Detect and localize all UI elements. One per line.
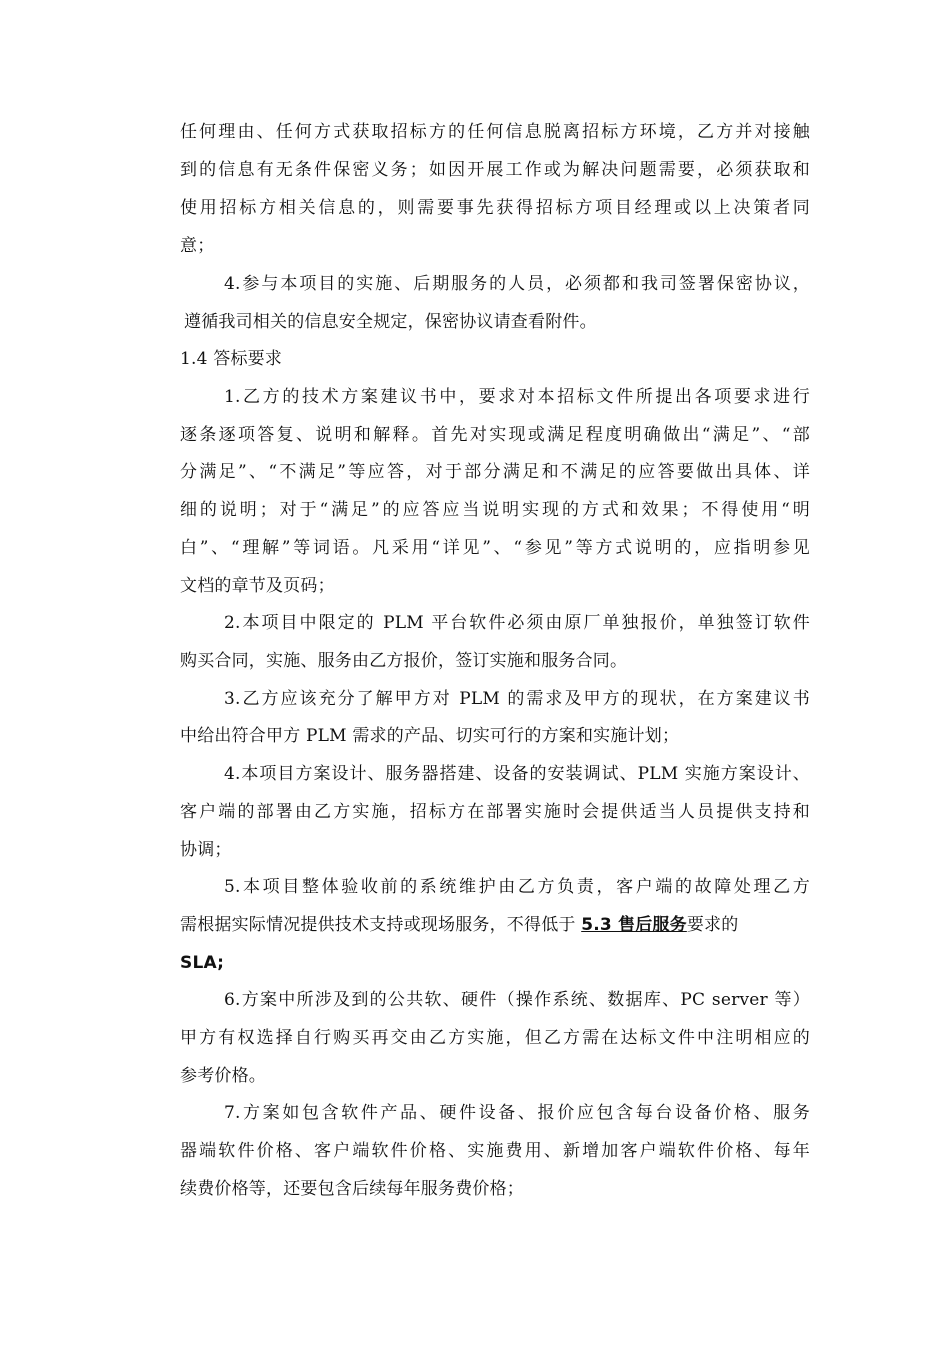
paragraph-line: 甲方有权选择自行购买再交由乙方实施，但乙方需在达标文件中注明相应的 — [180, 1028, 810, 1048]
paragraph-line: 白”、“理解”等词语。凡采用“详见”、“参见”等方式说明的，应指明参见 — [180, 538, 810, 558]
paragraph-line: 5.本项目整体验收前的系统维护由乙方负责，客户端的故障处理乙方 — [224, 877, 810, 897]
paragraph-line: 分满足”、“不满足”等应答，对于部分满足和不满足的应答要做出具体、详 — [180, 462, 810, 482]
paragraph-line: 2.本项目中限定的 PLM 平台软件必须由原厂单独报价，单独签订软件 — [224, 613, 810, 633]
paragraph-line: 6.方案中所涉及到的公共软、硬件（操作系统、数据库、PC server 等） — [224, 990, 810, 1010]
paragraph-line: 遵循我司相关的信息安全规定，保密协议请查看附件。 — [184, 312, 597, 332]
paragraph-text: 要求的 — [686, 915, 739, 935]
paragraph-line: 中给出符合甲方 PLM 需求的产品、切实可行的方案和实施计划； — [180, 726, 680, 746]
paragraph-line: 协调； — [180, 840, 232, 860]
paragraph-line: 使用招标方相关信息的，则需要事先获得招标方项目经理或以上决策者同 — [180, 198, 810, 218]
paragraph-line: 任何理由、任何方式获取招标方的任何信息脱离招标方环境，乙方并对接触 — [180, 122, 810, 142]
paragraph-line: 客户端的部署由乙方实施，招标方在部署实施时会提供适当人员提供支持和 — [180, 802, 810, 822]
section-heading: 1.4 答标要求 — [180, 349, 283, 369]
paragraph-line: SLA; — [180, 953, 225, 973]
paragraph-line: 参考价格。 — [180, 1066, 266, 1086]
paragraph-line: 文档的章节及页码； — [180, 576, 335, 596]
paragraph-line: 1.乙方的技术方案建议书中，要求对本招标文件所提出各项要求进行 — [224, 387, 810, 407]
paragraph-line: 7.方案如包含软件产品、硬件设备、报价应包含每台设备价格、服务 — [224, 1103, 810, 1123]
paragraph-line: 3.乙方应该充分了解甲方对 PLM 的需求及甲方的现状，在方案建议书 — [224, 689, 810, 709]
section-reference-link[interactable]: 5.3 售后服务 — [581, 915, 687, 935]
paragraph-line: 4.参与本项目的实施、后期服务的人员，必须都和我司签署保密协议， — [224, 274, 810, 294]
paragraph-line: 意； — [180, 236, 215, 256]
paragraph-line: 细的说明；对于“满足”的应答应当说明实现的方式和效果；不得使用“明 — [180, 500, 810, 520]
paragraph-line — [180, 913, 810, 937]
paragraph-line: 逐条逐项答复、说明和解释。首先对实现或满足程度明确做出“满足”、“部 — [180, 425, 810, 445]
paragraph-text: 需根据实际情况提供技术支持或现场服务，不得低于 — [180, 915, 582, 935]
paragraph-line: 到的信息有无条件保密义务；如因开展工作或为解决问题需要，必须获取和 — [180, 160, 810, 180]
paragraph-line: 4.本项目方案设计、服务器搭建、设备的安装调试、PLM 实施方案设计、 — [224, 764, 810, 784]
paragraph-line: 购买合同，实施、服务由乙方报价，签订实施和服务合同。 — [180, 651, 628, 671]
paragraph-line: 续费价格等，还要包含后续每年服务费价格； — [180, 1179, 524, 1199]
paragraph-line: 器端软件价格、客户端软件价格、实施费用、新增加客户端软件价格、每年 — [180, 1141, 810, 1161]
